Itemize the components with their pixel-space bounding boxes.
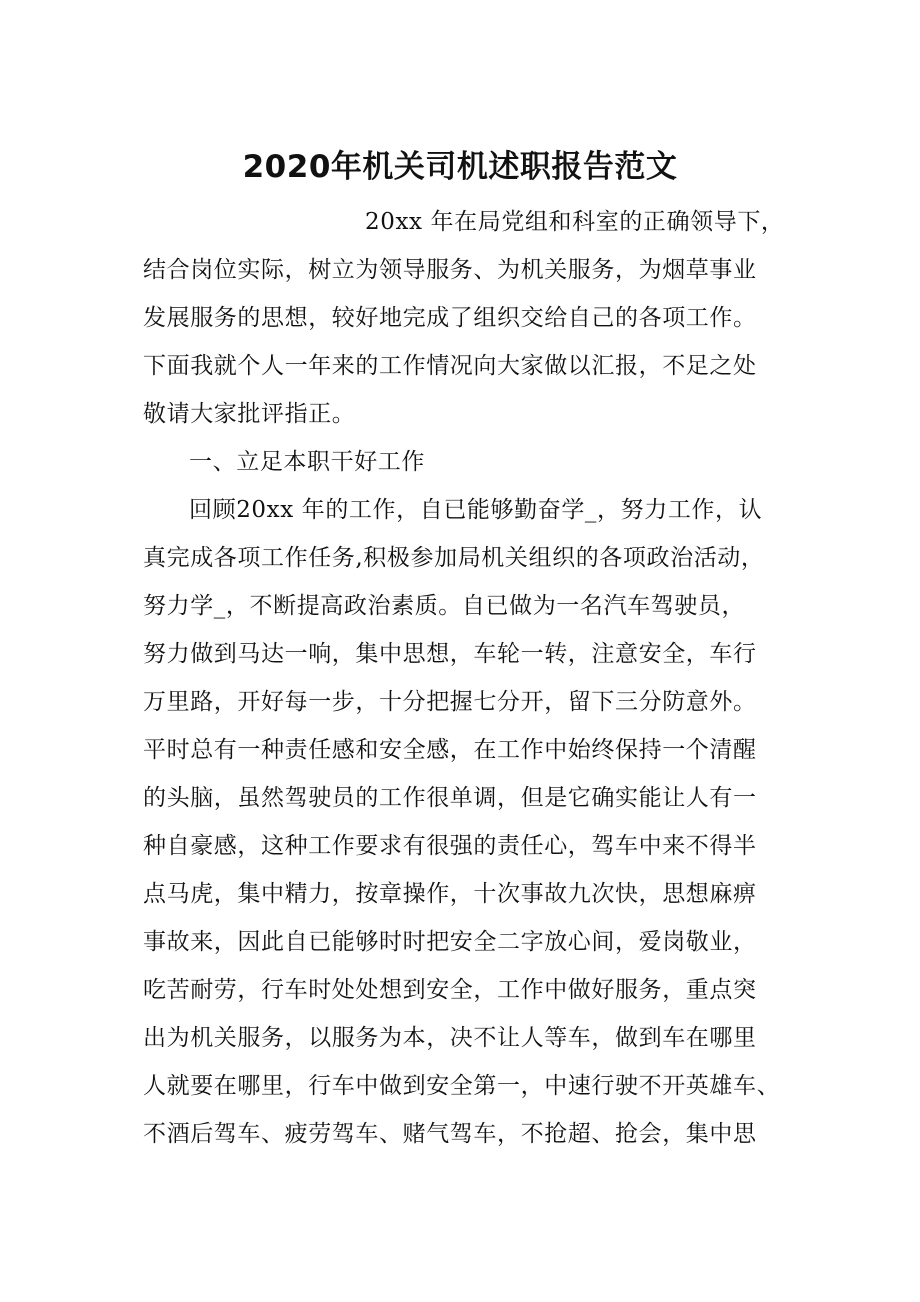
paragraph-line: 的头脑，虽然驾驶员的工作很单调，但是它确实能让人有一 bbox=[143, 785, 757, 811]
paragraph-line: 平时总有一种责任感和安全感，在工作中始终保持一个清醒 bbox=[143, 737, 757, 763]
paragraph-line: 真完成各项工作任务,积极参加局机关组织的各项政治活动， bbox=[143, 545, 765, 571]
document-title: 2020年机关司机述职报告范文 bbox=[242, 149, 678, 185]
paragraph-line: 结合岗位实际，树立为领导服务、为机关服务，为烟草事业 bbox=[143, 257, 757, 283]
paragraph-line: 敬请大家批评指正。 bbox=[143, 401, 356, 427]
paragraph-line: 万里路，开好每一步，十分把握七分开，留下三分防意外。 bbox=[143, 689, 757, 715]
paragraph-line: 回顾20xx 年的工作，自已能够勤奋学_，努力工作，认 bbox=[189, 497, 763, 523]
paragraph-line: 20xx 年在局党组和科室的正确领导下， bbox=[365, 209, 785, 235]
paragraph-line: 下面我就个人一年来的工作情况向大家做以汇报，不足之处 bbox=[143, 353, 757, 379]
paragraph-line: 事故来，因此自已能够时时把安全二字放心间，爱岗敬业， bbox=[143, 929, 757, 955]
paragraph-line: 种自豪感，这种工作要求有很强的责任心，驾车中来不得半 bbox=[143, 833, 757, 859]
paragraph-line: 不酒后驾车、疲劳驾车、赌气驾车，不抢超、抢会，集中思 bbox=[143, 1121, 757, 1147]
paragraph-line: 努力做到马达一响，集中思想，车轮一转，注意安全，车行 bbox=[143, 641, 757, 667]
section-heading: 一、立足本职干好工作 bbox=[189, 449, 425, 475]
paragraph-line: 出为机关服务，以服务为本，决不让人等车，做到车在哪里 bbox=[143, 1025, 757, 1051]
paragraph-line: 点马虎，集中精力，按章操作，十次事故九次快，思想麻痹 bbox=[143, 881, 757, 907]
paragraph-line: 发展服务的思想，较好地完成了组织交给自己的各项工作。 bbox=[143, 305, 757, 331]
paragraph-line: 努力学_，不断提高政治素质。自已做为一名汽车驾驶员， bbox=[143, 593, 746, 619]
paragraph-line: 人就要在哪里，行车中做到安全第一，中速行驶不开英雄车、 bbox=[143, 1073, 781, 1099]
paragraph-line: 吃苦耐劳，行车时处处想到安全，工作中做好服务，重点突 bbox=[143, 977, 757, 1003]
document-body bbox=[143, 198, 783, 1158]
